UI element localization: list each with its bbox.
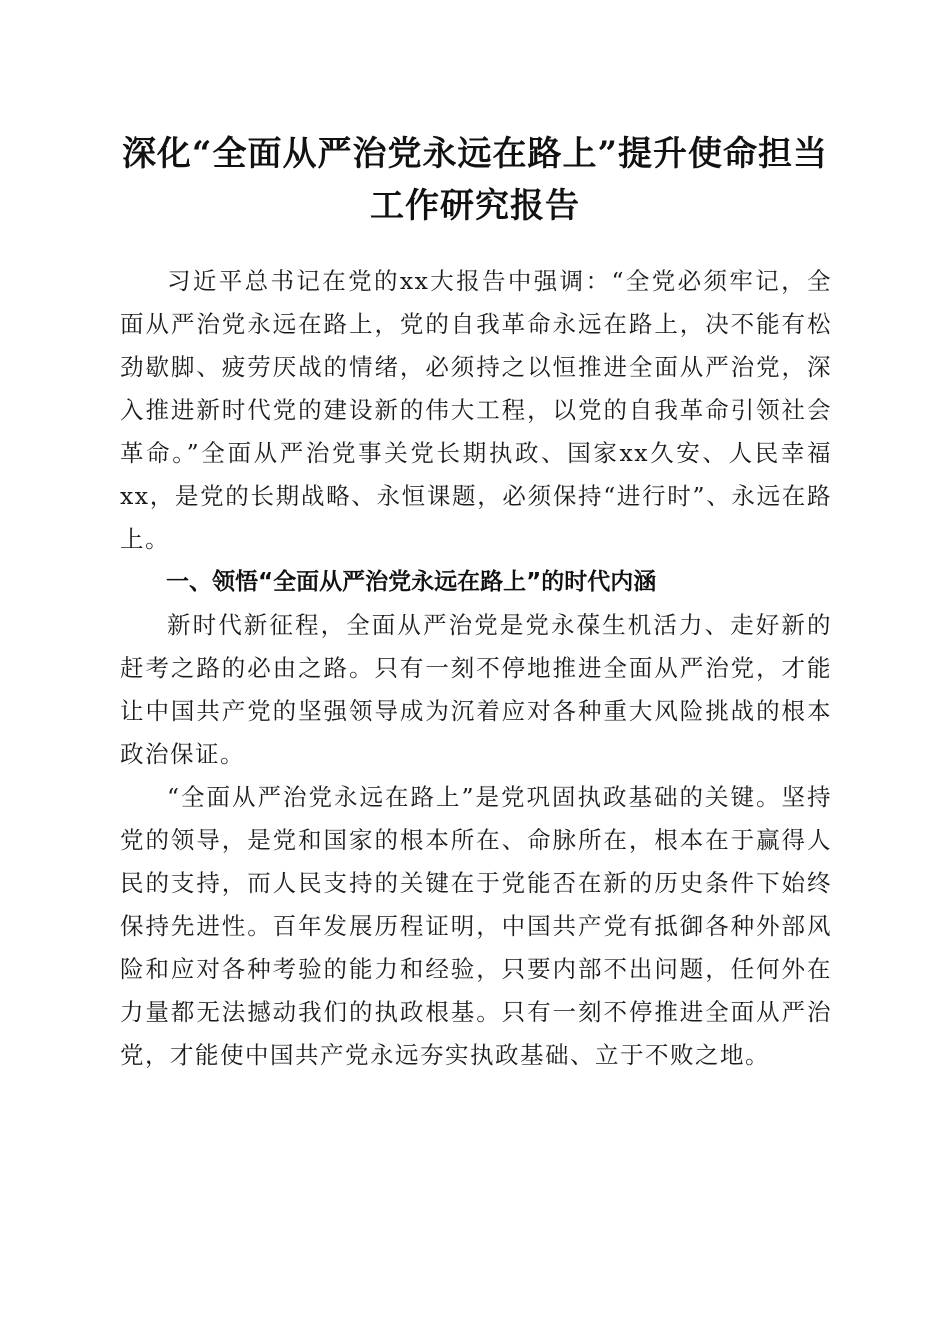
document-body <box>120 260 832 1077</box>
paragraph-intro: 习近平总书记在党的xx大报告中强调：“全党必须牢记，全面从严治党永远在路上，党的自我革命永远在路上，决不能有松劲歇脚、疲劳厌战的情绪，必须持之以恒推进全面从严治党，深入推进新时代党的建设新的伟大工程，以党的自我革命引领社会革命。”全面从严治党事关党长期执政、国家xx久安、人民幸福xx，是党的长期战略、永恒课题，必须保持“进行时”、永远在路上。 <box>120 267 832 553</box>
paragraph-new-era: 新时代新征程，全面从严治党是党永葆生机活力、走好新的赶考之路的必由之路。只有一刻不停地推进全面从严治党，才能让中国共产党的坚强领导成为沉着应对各种重大风险挑战的根本政治保证。 <box>120 611 832 768</box>
document-title: 深化“全面从严治党永远在路上”提升使命担当工作研究报告 <box>121 134 829 226</box>
section-heading-1: 一、领悟“全面从严治党永远在路上”的时代内涵 <box>166 569 657 595</box>
paragraph-ruling-foundation: “全面从严治党永远在路上”是党巩固执政基础的关键。坚持党的领导，是党和国家的根本所在、命脉所在，根本在于赢得人民的支持，而人民支持的关键在于党能否在新的历史条件下始终保持先进性。百年发展历程证明，中国共产党有抵御各种外部风险和应对各种考验的能力和经验，只要内部不出问题，任何外在力量都无法撼动我们的执政根基。只有一刻不停推进全面从严治党，才能使中国共产党永远夯实执政基础、立于不败之地。 <box>120 783 832 1069</box>
